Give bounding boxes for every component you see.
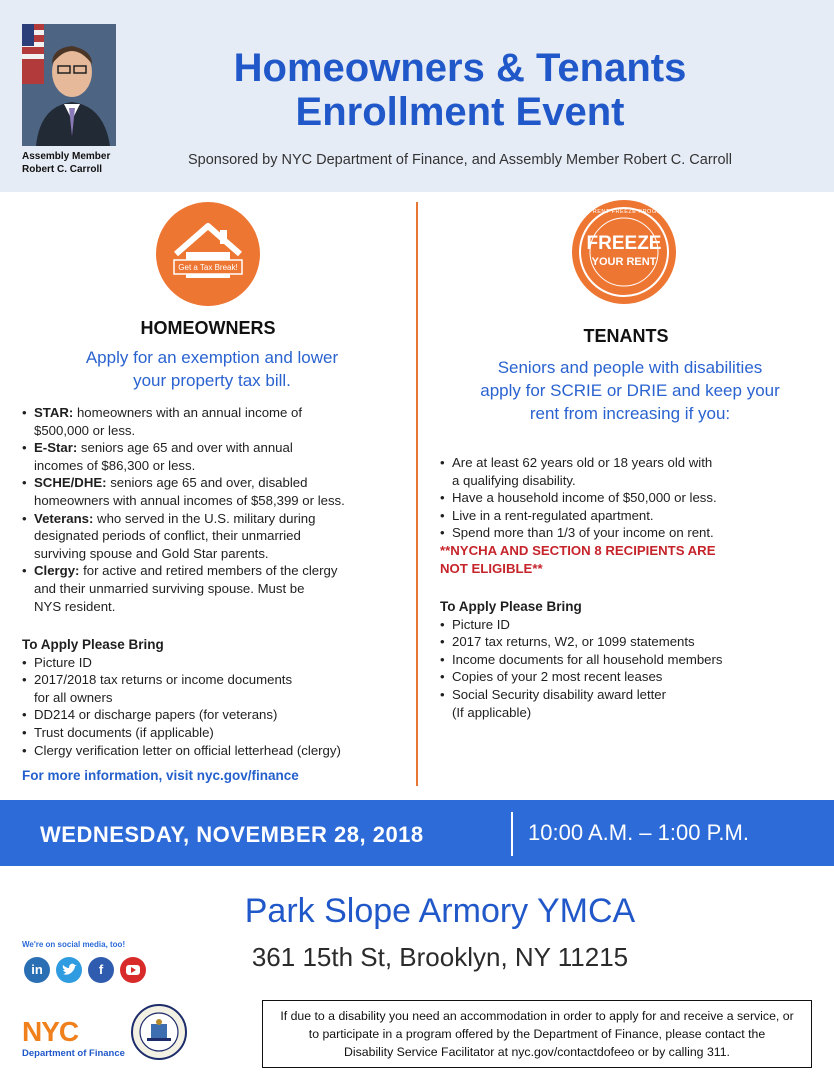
- subheading-line: Seniors and people with disabilities: [497, 358, 763, 377]
- column-divider: [416, 202, 418, 786]
- homeowners-apply-section: [22, 626, 414, 759]
- caption-line: Assembly Member: [22, 151, 111, 162]
- homeowners-heading: HOMEOWNERS: [140, 318, 276, 338]
- notice-line: Disability Service Facilitator at nyc.gov/contactdofeeo or by calling 311.: [344, 1045, 730, 1059]
- tax-break-badge: [156, 202, 260, 306]
- subheading-line: apply for SCRIE or DRIE and keep your: [480, 381, 780, 400]
- assembly-member-caption: [22, 150, 132, 176]
- apply-list: [22, 654, 414, 760]
- program-name: SCHE/DHE:: [34, 475, 107, 491]
- page-title: [150, 46, 770, 134]
- header: [0, 0, 834, 192]
- program-text: homeowners with annual incomes of $58,399 or less.: [34, 492, 345, 508]
- list-item: [22, 654, 414, 672]
- apply-heading: To Apply Please Bring: [440, 599, 582, 614]
- ineligible-warning: [440, 542, 820, 577]
- program-text: seniors age 65 and over with annual: [77, 440, 293, 456]
- item-text: Copies of your 2 most recent leases: [452, 669, 663, 685]
- program-text: designated periods of conflict, their unmarried: [34, 528, 301, 544]
- your-rent-label: YOUR RENT: [591, 256, 657, 268]
- list-item: [22, 510, 414, 563]
- freeze-arc-text: NYC RENT FREEZE PROGRAM: [577, 209, 671, 215]
- list-item: [22, 474, 414, 509]
- item-text: Clergy verification letter on official letterhead (clergy): [34, 742, 341, 758]
- program-text: $500,000 or less.: [34, 422, 136, 438]
- list-item: [22, 404, 414, 439]
- list-item: [440, 686, 820, 721]
- homeowners-subheading: [22, 346, 402, 392]
- program-text: for active and retired members of the clergy: [79, 563, 338, 579]
- tenants-subheading: [440, 356, 820, 425]
- item-text: 2017/2018 tax returns or income documents: [34, 672, 293, 688]
- event-time: 10:00 A.M. – 1:00 P.M.: [528, 820, 749, 845]
- item-text: DD214 or discharge papers (for veterans): [34, 707, 278, 723]
- program-text: incomes of $86,300 or less.: [34, 457, 196, 473]
- program-name: Clergy:: [34, 563, 80, 579]
- program-text: seniors age 65 and over, disabled: [106, 475, 308, 491]
- subheading-line: Apply for an exemption and lower: [85, 348, 339, 367]
- program-text: homeowners with an annual income of: [73, 405, 303, 420]
- date-time-banner: [0, 800, 834, 866]
- list-item: [22, 706, 414, 724]
- list-item: [22, 562, 414, 615]
- apply-heading: To Apply Please Bring: [22, 637, 164, 652]
- warning-line: NOT ELIGIBLE**: [440, 560, 543, 576]
- assembly-member-photo: [22, 24, 116, 146]
- event-date: WEDNESDAY, NOVEMBER 28, 2018: [40, 822, 424, 847]
- house-icon: [156, 202, 260, 306]
- list-item: [440, 507, 820, 525]
- item-text: (If applicable): [452, 704, 532, 720]
- program-text: NYS resident.: [34, 598, 116, 614]
- tenants-heading: TENANTS: [583, 326, 669, 346]
- freeze-rent-badge: [572, 200, 676, 304]
- list-item: [22, 439, 414, 474]
- item-text: Spend more than 1/3 of your income on rent.: [452, 525, 714, 541]
- social-label: We're on social media, too!: [22, 940, 126, 949]
- item-text: Picture ID: [34, 654, 92, 670]
- list-item: [22, 724, 414, 742]
- notice-line: If due to a disability you need an accommodation in order to apply for and receive a service, or: [280, 1009, 794, 1023]
- item-text: Income documents for all household members: [452, 651, 723, 667]
- item-text: Are at least 62 years old or 18 years old with: [452, 455, 713, 470]
- assembly-seal-icon: [131, 1004, 187, 1060]
- title-line: Enrollment Event: [295, 90, 625, 134]
- freeze-label: FREEZE: [586, 233, 662, 254]
- banner-divider: [511, 812, 513, 856]
- subheading-line: rent from increasing if you:: [529, 404, 731, 423]
- item-text: Social Security disability award letter: [452, 686, 667, 702]
- more-info-link[interactable]: For more information, visit nyc.gov/finance: [22, 768, 299, 783]
- accessibility-notice: [262, 1000, 812, 1068]
- list-item: [22, 742, 414, 760]
- facebook-icon[interactable]: f: [88, 957, 114, 983]
- item-text: 2017 tax returns, W2, or 1099 statements: [452, 634, 695, 650]
- program-text: surviving spouse and Gold Star parents.: [34, 545, 269, 561]
- twitter-icon[interactable]: [56, 957, 82, 983]
- list-item: [440, 616, 820, 634]
- item-text: Live in a rent-regulated apartment.: [452, 507, 654, 523]
- item-text: Trust documents (if applicable): [34, 724, 214, 740]
- sponsor-line: Sponsored by NYC Department of Finance, and Assembly Member Robert C. Carroll: [188, 152, 732, 168]
- youtube-icon[interactable]: [120, 957, 146, 983]
- department-of-finance-label: Department of Finance: [22, 1048, 125, 1059]
- eligibility-list: [440, 454, 820, 542]
- item-text: Picture ID: [452, 616, 510, 632]
- list-item: [22, 671, 414, 706]
- tenants-apply-section: [440, 588, 820, 721]
- linkedin-icon[interactable]: in: [24, 957, 50, 983]
- warning-line: **NYCHA AND SECTION 8 RECIPIENTS ARE: [440, 543, 716, 558]
- item-text: Have a household income of $50,000 or less.: [452, 490, 717, 506]
- list-item: [440, 651, 820, 669]
- item-text: for all owners: [34, 689, 113, 705]
- exemption-list: [22, 404, 414, 615]
- list-item: [440, 633, 820, 651]
- program-text: who served in the U.S. military during: [93, 510, 316, 526]
- apply-list: [440, 616, 820, 722]
- list-item: [440, 524, 820, 542]
- subheading-line: your property tax bill.: [133, 371, 291, 390]
- list-item: [440, 454, 820, 489]
- caption-line: Robert C. Carroll: [22, 164, 103, 175]
- venue-name: Park Slope Armory YMCA: [244, 892, 636, 930]
- program-name: Veterans:: [34, 510, 94, 526]
- tax-break-label: Get a Tax Break!: [178, 263, 238, 272]
- nyc-logo: NYC: [22, 1016, 79, 1047]
- program-text: and their unmarried surviving spouse. Must be: [34, 580, 305, 596]
- venue-address: 361 15th St, Brooklyn, NY 11215: [251, 942, 629, 972]
- title-line: Homeowners & Tenants: [233, 46, 687, 90]
- program-name: STAR:: [34, 405, 74, 420]
- item-text: a qualifying disability.: [452, 472, 576, 488]
- program-name: E-Star:: [34, 440, 78, 456]
- list-item: [440, 489, 820, 507]
- notice-line: to participate in a program offered by the Department of Finance, please contact the: [308, 1027, 766, 1041]
- list-item: [440, 668, 820, 686]
